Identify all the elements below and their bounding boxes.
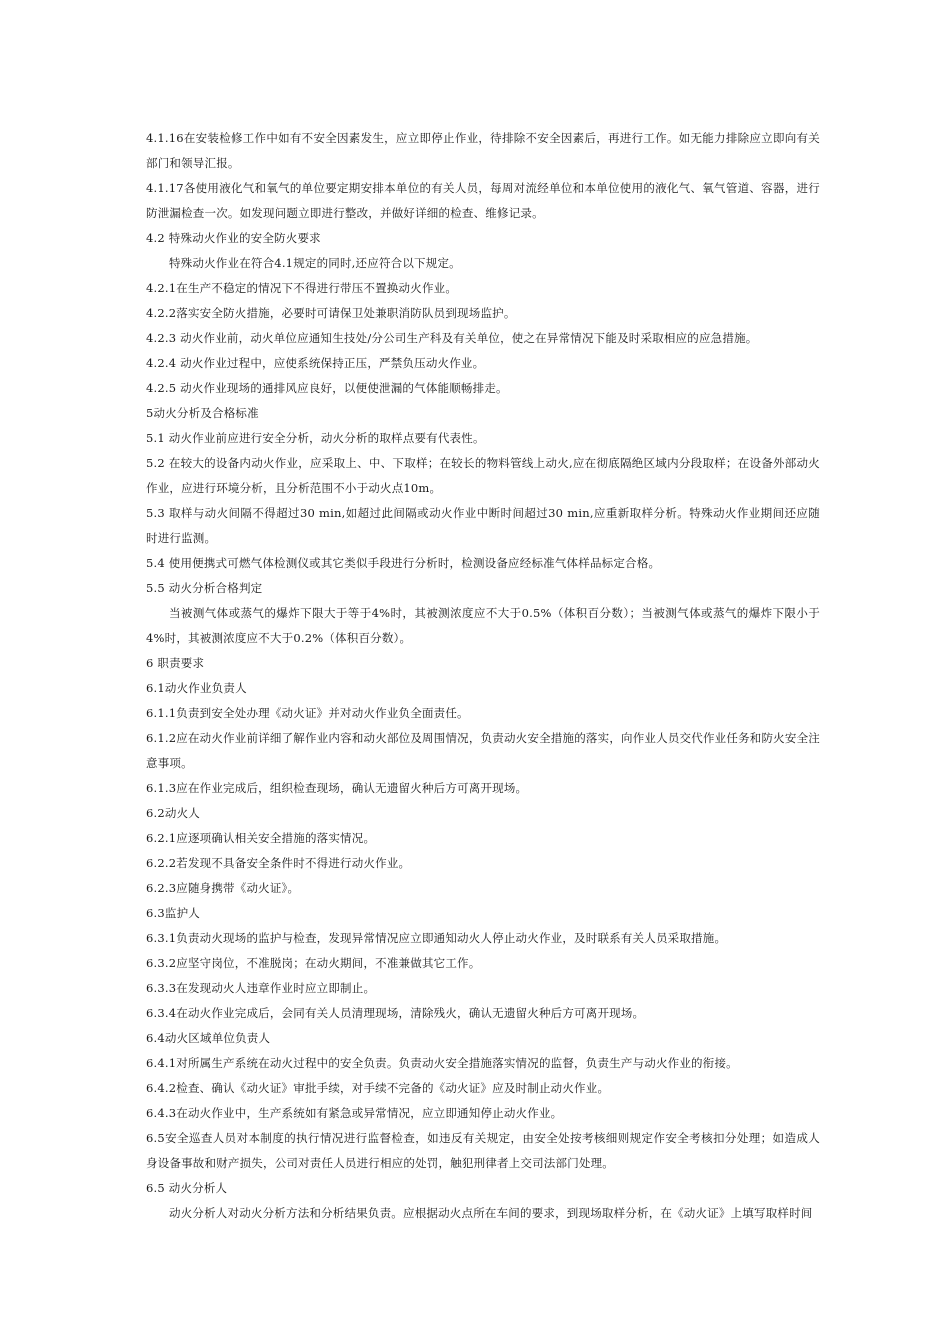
document-paragraph: 6.3.3在发现动火人违章作业时应立即制止。 [146,981,376,995]
document-paragraph: 6.2.3应随身携带《动火证》。 [146,881,300,895]
document-paragraph: 5.1 动火作业前应进行安全分析，动火分析的取样点要有代表性。 [146,431,485,445]
document-paragraph: 6.1动火作业负责人 [146,681,247,695]
document-paragraph: 动火分析人对动火分析方法和分析结果负责。应根据动火点所在车间的要求，到现场取样分析，在《动火证》上填写取样时间 [169,1206,813,1220]
document-paragraph: 6.1.1负责到安全处办理《动火证》并对动火作业负全面责任。 [146,706,469,720]
document-paragraph: 当被测气体或蒸气的爆炸下限大于等于4%时，其被测浓度应不大于0.5%（体积百分数）；当被测气体或蒸气的爆炸下限小于4%时，其被测浓度应不大于0.2%（体积百分数）。 [146,606,820,645]
document-paragraph: 6.4.3在动火作业中，生产系统如有紧急或异常情况，应立即通知停止动火作业。 [146,1106,563,1120]
document-paragraph: 4.2.4 动火作业过程中，应使系统保持正压，严禁负压动火作业。 [146,356,485,370]
document-paragraph: 6.2动火人 [146,806,200,820]
document-paragraph: 4.2.2落实安全防火措施，必要时可请保卫处兼职消防队员到现场监护。 [146,306,516,320]
document-paragraph: 6 职责要求 [146,656,205,670]
document-paragraph: 6.3监护人 [146,906,200,920]
document-paragraph: 5动火分析及合格标准 [146,406,259,420]
document-paragraph: 5.5 动火分析合格判定 [146,581,263,595]
document-paragraph: 4.2.1在生产不稳定的情况下不得进行带压不置换动火作业。 [146,281,458,295]
document-paragraph: 6.5安全巡查人员对本制度的执行情况进行监督检查，如违反有关规定，由安全处按考核细则规定作安全考核扣分处理；如造成人身设备事故和财产损失，公司对责任人员进行相应的处罚，触犯刑律者上交司法部门处理。 [146,1131,820,1170]
document-paragraph: 5.4 使用便携式可燃气体检测仪或其它类似手段进行分析时，检测设备应经标准气体样品标定合格。 [146,556,661,570]
document-paragraph: 6.3.4在动火作业完成后，会同有关人员清理现场，清除残火，确认无遗留火种后方可离开现场。 [146,1006,645,1020]
document-paragraph: 6.4.1对所属生产系统在动火过程中的安全负责。负责动火安全措施落实情况的监督，负责生产与动火作业的衔接。 [146,1056,738,1070]
document-paragraph: 5.2 在较大的设备内动火作业，应采取上、中、下取样；在较长的物料管线上动火,应在彻底隔绝区域内分段取样；在设备外部动火作业，应进行环境分析，且分析范围不小于动火点10m。 [146,456,820,495]
document-paragraph: 6.1.2应在动火作业前详细了解作业内容和动火部位及周围情况，负责动火安全措施的落实，向作业人员交代作业任务和防火安全注意事项。 [146,731,820,770]
document-paragraph: 6.3.2应坚守岗位，不准脱岗；在动火期间，不准兼做其它工作。 [146,956,481,970]
document-paragraph: 6.5 动火分析人 [146,1181,228,1195]
document-paragraph: 4.1.16在安装检修工作中如有不安全因素发生，应立即停止作业，待排除不安全因素后，再进行工作。如无能力排除应立即向有关部门和领导汇报。 [146,131,820,170]
document-paragraph: 6.3.1负责动火现场的监护与检查，发现异常情况应立即通知动火人停止动火作业，及时联系有关人员采取措施。 [146,931,727,945]
document-paragraph: 6.1.3应在作业完成后，组织检查现场，确认无遗留火种后方可离开现场。 [146,781,528,795]
document-paragraph: 4.2 特殊动火作业的安全防火要求 [146,231,321,245]
document-paragraph: 5.3 取样与动火间隔不得超过30 min,如超过此间隔或动火作业中断时间超过30 min,应重新取样分析。特殊动火作业期间还应随时进行监测。 [146,506,820,545]
document-paragraph: 6.2.1应逐项确认相关安全措施的落实情况。 [146,831,376,845]
document-paragraph: 4.2.5 动火作业现场的通排风应良好，以便使泄漏的气体能顺畅排走。 [146,381,508,395]
document-paragraph: 6.2.2若发现不具备安全条件时不得进行动火作业。 [146,856,411,870]
document-body [146,126,820,1226]
document-paragraph: 6.4动火区域单位负责人 [146,1031,271,1045]
document-paragraph: 特殊动火作业在符合4.1规定的同时,还应符合以下规定。 [169,256,461,270]
document-paragraph: 6.4.2检查、确认《动火证》审批手续，对手续不完备的《动火证》应及时制止动火作业。 [146,1081,610,1095]
document-paragraph: 4.1.17各使用液化气和氧气的单位要定期安排本单位的有关人员，每周对流经单位和本单位使用的液化气、氧气管道、容器，进行防泄漏检查一次。如发现问题立即进行整改，并做好详细的检查、维修记录。 [146,181,820,220]
document-paragraph: 4.2.3 动火作业前，动火单位应通知生技处/分公司生产科及有关单位，使之在异常情况下能及时采取相应的应急措施。 [146,331,758,345]
